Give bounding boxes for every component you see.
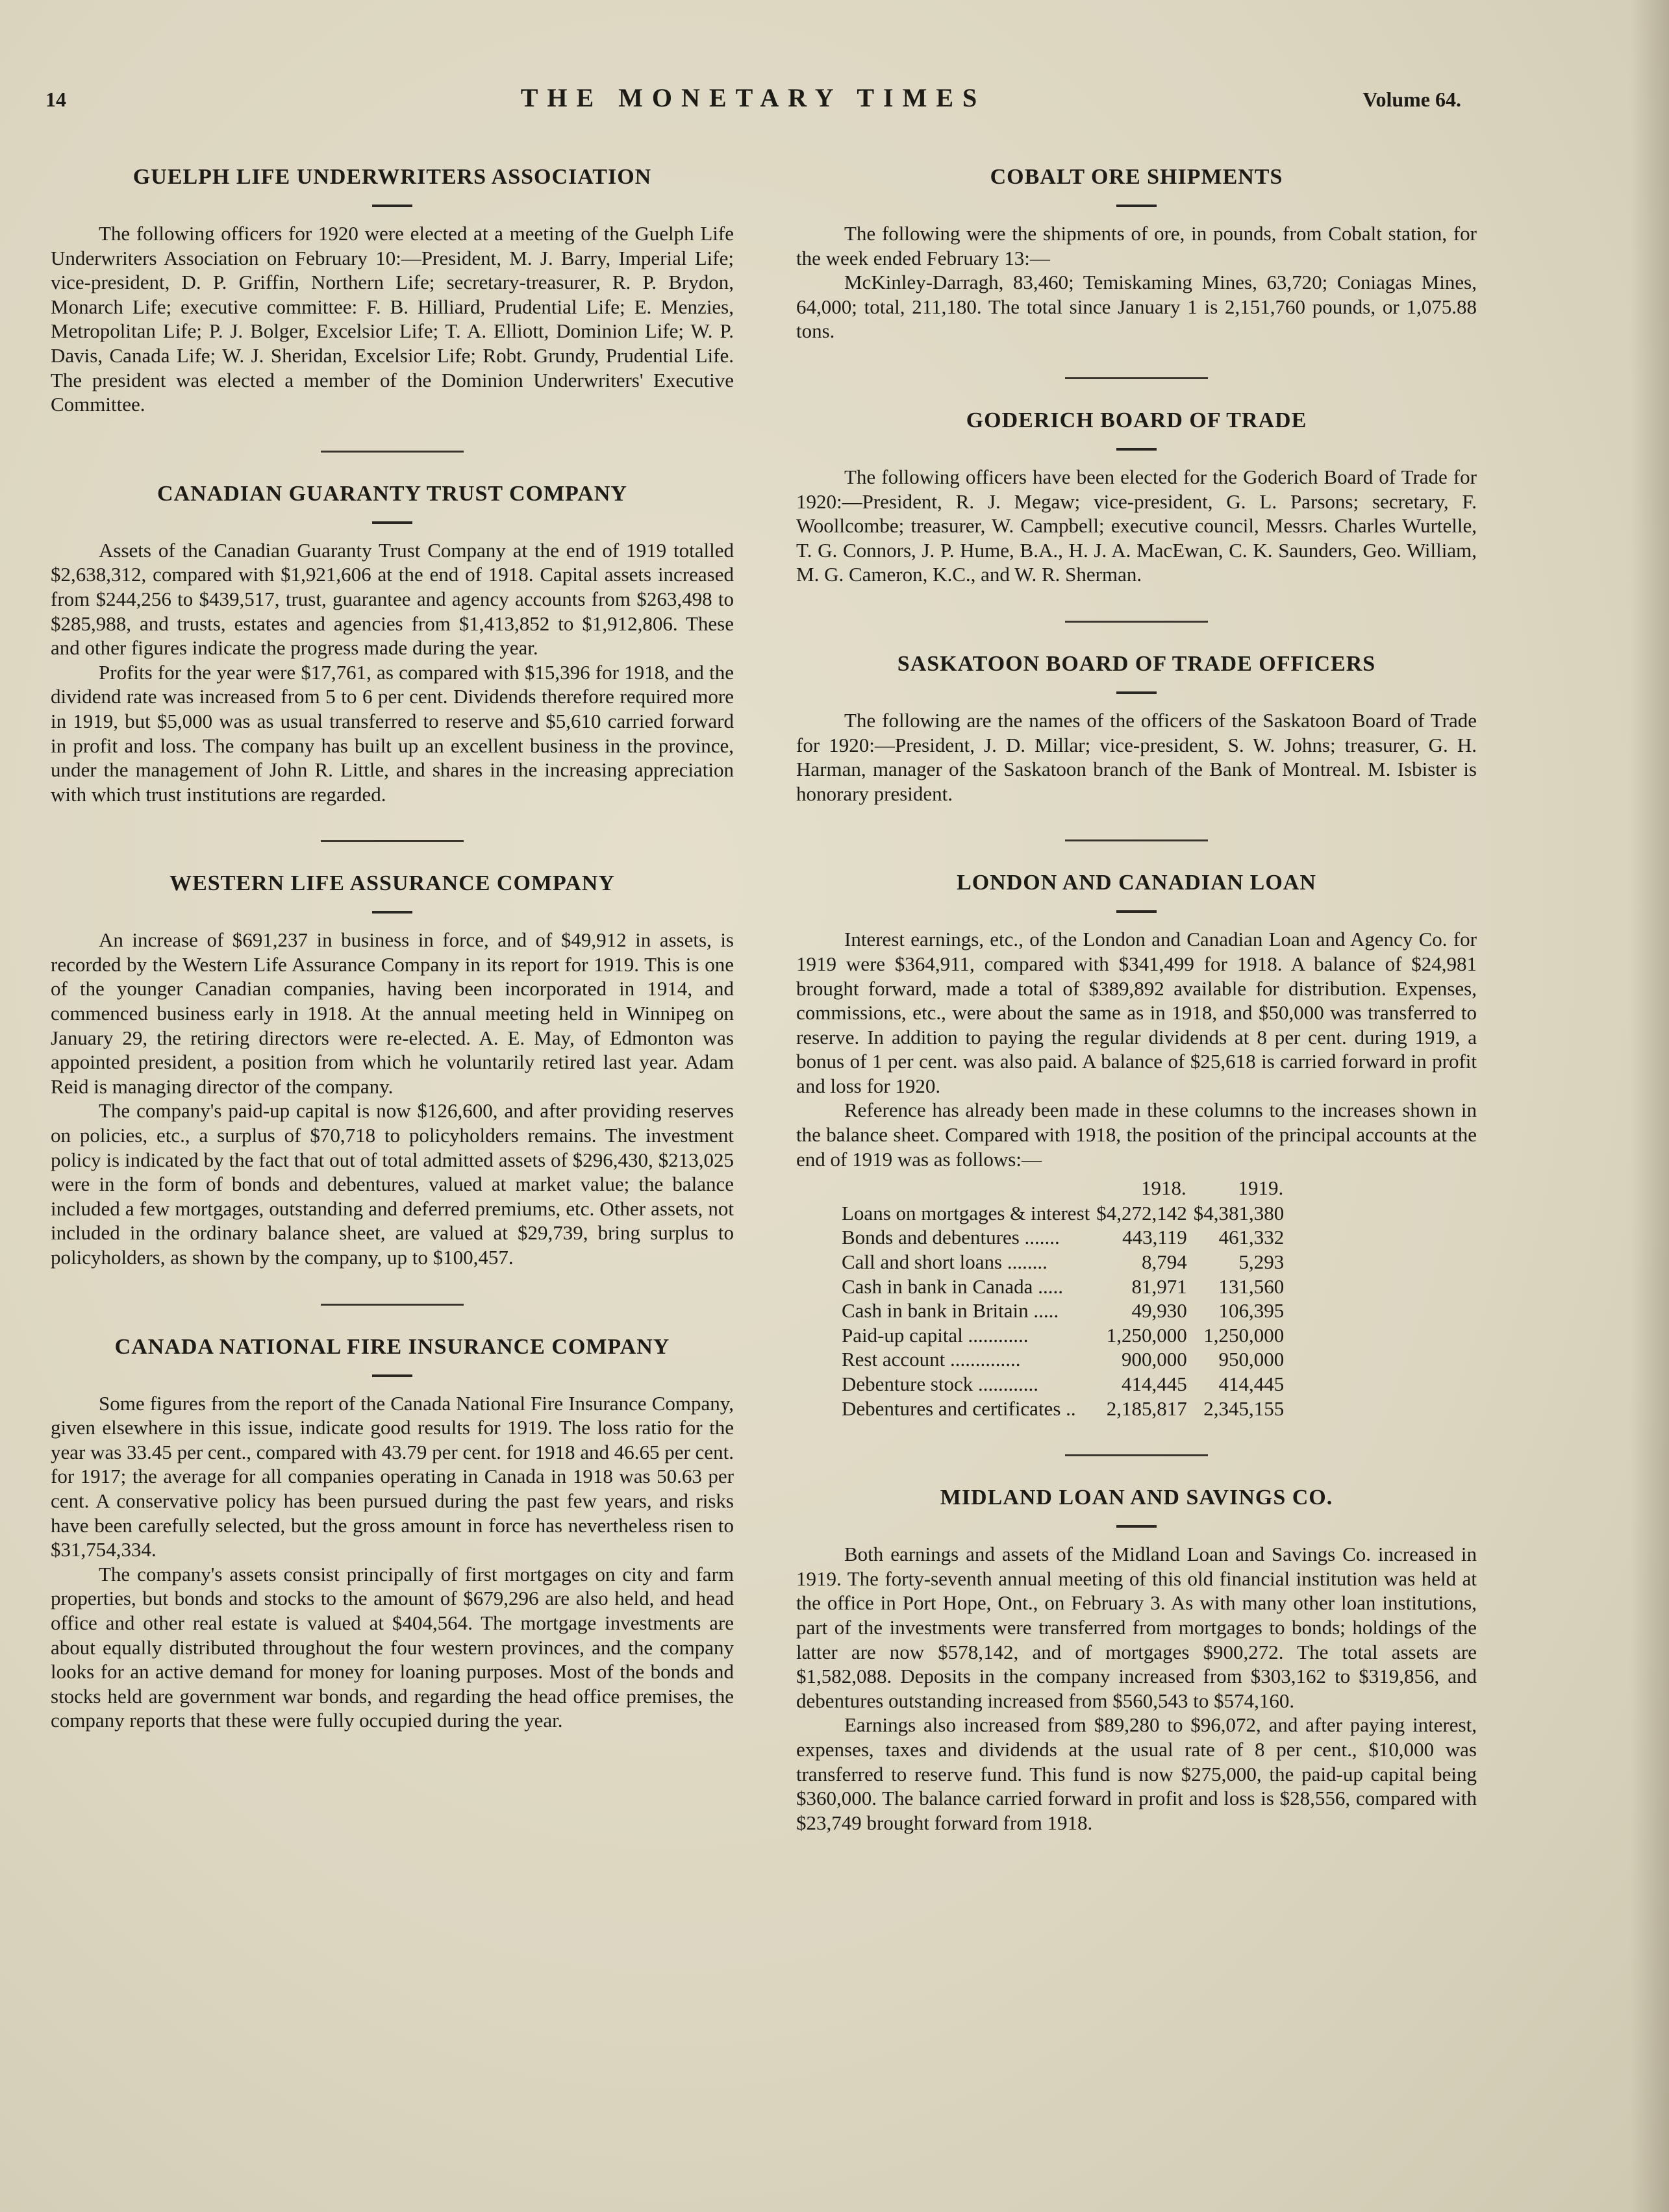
article-title: GODERICH BOARD OF TRADE [966,408,1307,432]
table-row [842,1347,1284,1372]
short-divider [372,205,412,207]
article-title: LONDON AND CANADIAN LOAN [957,871,1316,895]
article-title: GUELPH LIFE UNDERWRITERS ASSOCIATION [132,165,652,189]
row-label: Paid-up capital ............ [842,1323,1029,1347]
page-header [45,83,1461,127]
section-divider [1065,621,1208,623]
article-paragraph: Reference has already been made in these columns to the increases shown in the balance sheet. Compared with 1918, the position of the principal accounts at the end of 1919 was as follows:— [796,1099,1477,1171]
row-label: Loans on mortgages & interest [842,1201,1090,1224]
article-paragraph: Profits for the year were $17,761, as compared with $15,396 for 1918, and the dividend rate was increased from 5 to 6 per cent. Dividends therefore required more in 1919, but $5,000 was as usual transferred to reserve and $5,610 carried forward in profit and loss. The company has built up an excellent business in the province, under the management of John R. Little, and shares in the increasing appreciation with which trust institutions are regarded. [51,660,734,806]
table-row [842,1323,1284,1348]
left-column [51,159,734,1733]
short-divider [1116,910,1157,913]
value-1919: $4,381,380 [1193,1201,1285,1224]
article-cobalt [796,159,1477,343]
article-western [51,865,734,1269]
row-label: Call and short loans ........ [842,1250,1048,1274]
short-divider [1116,691,1157,694]
value-1919: 414,445 [1218,1373,1285,1395]
value-1919: 131,560 [1218,1274,1285,1298]
article-title: CANADIAN GUARANTY TRUST COMPANY [157,481,627,506]
row-label: Debenture stock ............ [842,1373,1039,1395]
column-header: 1918. [1141,1176,1186,1200]
article-paragraph: McKinley-Darragh, 83,460; Temiskaming Mines, 63,720; Coniagas Mines, 64,000; total, 211,180. The total since January 1 is 2,151,760 pounds, or 1,075.88 tons. [796,271,1477,343]
value-1919: 1,250,000 [1203,1323,1285,1347]
article-paragraph: The following officers have been elected for the Goderich Board of Trade for 1920:—President, R. J. Megaw; vice-president, G. L. Parsons; secretary, F. Woollcombe; treasurer, W. Campbell; executive council, Messrs. Charles Wurtelle, T. G. Connors, J. P. Hume, B.A., H. J. A. MacEwan, C. K. Saunders, Geo. William, M. G. Cameron, K.C., and W. R. Sherman. [796,465,1477,586]
table-row [842,1372,1284,1397]
short-divider [372,521,412,524]
article-paragraph: The company's assets consist principally of first mortgages on city and farm properties, but bonds and stocks to the amount of $679,296 are also held, and head office and other real estate is valued at $404,564. The mortgage investments are about equally distributed throughout the four western provinces, and the company looks for an active demand for money for loaning purposes. Most of the bonds and stocks held are government war bonds, and regarding the head office premises, the company reports that these were fully occupied during the year. [51,1562,734,1732]
value-1918: 81,971 [1131,1274,1187,1298]
publication-title: THE MONETARY TIMES [520,83,986,112]
row-label: Bonds and debentures ....... [842,1226,1060,1249]
short-divider [1116,1525,1157,1528]
volume-label: Volume 64. [1362,88,1461,111]
article-title: CANADA NATIONAL FIRE INSURANCE COMPANY [114,1334,670,1359]
value-1919: 461,332 [1218,1226,1285,1249]
section-divider [321,451,464,453]
article-paragraph: Both earnings and assets of the Midland Loan and Savings Co. increased in 1919. The forty-seventh annual meeting of this old financial institution was held at the office in Port Hope, Ont., on February 3. As with many other loan institutions, part of the investments were transferred from mortgages to bonds; holdings of the latter are now $578,142, and of mortgages $900,272. The total assets are $1,582,088. Deposits in the company increased from $303,162 to $319,856, and debentures outstanding increased from $560,543 to $574,160. [796,1543,1477,1712]
balance-table [842,1175,1284,1421]
article-saskatoon [796,646,1477,806]
value-1918: 414,445 [1122,1373,1187,1395]
table-row [842,1397,1284,1421]
value-1919: 950,000 [1218,1348,1285,1371]
table-row [842,1225,1284,1250]
row-label: Cash in bank in Britain ..... [842,1299,1059,1323]
value-1918: 900,000 [1122,1348,1187,1371]
article-paragraph: The following were the shipments of ore, in pounds, from Cobalt station, for the week ended February 13:— [796,222,1477,269]
value-1918: 443,119 [1122,1226,1187,1249]
short-divider [1116,205,1157,207]
article-paragraph: The company's paid-up capital is now $126,600, and after providing reserves on policies, etc., a surplus of $70,718 to policyholders remains. The investment policy is indicated by the fact that out of total admitted assets of $296,430, $213,025 were in the form of bonds and debentures, valued at market value; the balance included a few mortgages, outstanding and deferred premiums, etc. Other assets, not included in the ordinary balance sheet, are valued at $29,739, bring surplus to policyholders, as shown by the company, up to $100,457. [51,1099,734,1269]
page-edge-shadow [1630,0,1669,2212]
row-label: Debentures and certificates .. [842,1397,1076,1420]
row-label: Cash in bank in Canada ..... [842,1274,1063,1298]
section-divider [1065,377,1208,379]
value-1918: $4,272,142 [1096,1201,1187,1224]
section-divider [1065,839,1208,841]
table-row [842,1299,1284,1323]
column-header: 1919. [1238,1176,1284,1200]
section-divider [321,1304,464,1306]
page-number: 14 [45,88,66,111]
article-midland [796,1480,1477,1835]
section-divider [1065,1454,1208,1456]
value-1919: 5,293 [1238,1250,1285,1274]
table-header-row [842,1175,1284,1201]
article-title: COBALT ORE SHIPMENTS [990,165,1283,189]
value-1918: 1,250,000 [1106,1323,1187,1347]
value-1919: 2,345,155 [1203,1397,1285,1420]
article-paragraph: Earnings also increased from $89,280 to $96,072, and after paying interest, expenses, taxes and dividends at the usual rate of 8 per cent., $10,000 was transferred to reserve fund. This fund is now $275,000, the paid-up capital being $360,000. The balance carried forward in profit and loss is $28,556, compared with $23,749 brought forward from 1918. [796,1713,1477,1834]
article-paragraph: The following are the names of the officers of the Saskatoon Board of Trade for 1920:—President, J. D. Millar; vice-president, S. W. Johns; treasurer, G. H. Harman, manager of the Saskatoon branch of the Bank of Montreal. M. Isbister is honorary president. [796,708,1477,805]
article-title: WESTERN LIFE ASSURANCE COMPANY [169,871,615,896]
article-london [796,865,1477,1421]
value-1918: 2,185,817 [1106,1397,1187,1420]
article-paragraph: Some figures from the report of the Canada National Fire Insurance Company, given elsewhere in this issue, indicate good results for 1919. The loss ratio for the year was 33.45 per cent., compared with 43.79 per cent. for 1918 and 46.65 per cent. for 1917; the average for all companies operating in Canada in 1918 was 50.63 per cent. A conservative policy has been pursued during the past few years, and risks have been carefully selected, but the gross amount in force has nevertheless risen to $31,754,334. [51,1391,734,1561]
article-title: SASKATOON BOARD OF TRADE OFFICERS [897,651,1376,676]
table-row [842,1201,1284,1226]
value-1918: 49,930 [1131,1299,1187,1323]
right-column [796,159,1477,1835]
article-guaranty [51,476,734,807]
article-paragraph: The following officers for 1920 were elected at a meeting of the Guelph Life Underwriters Association on February 10:—President, M. J. Barry, Imperial Life; vice-president, D. P. Griffin, Northern Life; secretary-treasurer, R. P. Brydon, Monarch Life; executive committee: F. B. Hilliard, Prudential Life; E. Menzies, Metropolitan Life; P. J. Bolger, Excelsior Life; T. A. Elliott, Dominion Life; W. P. Davis, Canada Life; W. J. Sheridan, Excelsior Life; Robt. Grundy, Prudential Life. The president was elected a member of the Dominion Underwriters' Executive Committee. [51,222,734,416]
article-paragraph: Interest earnings, etc., of the London and Canadian Loan and Agency Co. for 1919 were $364,911, compared with $341,499 for 1918. A balance of $24,981 brought forward, made a total of $389,892 available for distribution. Expenses, commissions, etc., were about the same as in 1918, and $50,000 was transferred to reserve. In addition to paying the regular dividends at 8 per cent. during 1919, a bonus of 1 per cent. was also paid. A balance of $25,618 is carried forward in profit and loss for 1920. [796,928,1477,1097]
article-paragraph: Assets of the Canadian Guaranty Trust Company at the end of 1919 totalled $2,638,312, compared with $1,921,606 at the end of 1918. Capital assets increased from $244,256 to $439,517, trust, guarantee and agency accounts from $263,498 to $285,988, and trusts, estates and agencies from $1,413,852 to $1,912,806. These and other figures indicate the progress made during the year. [51,538,734,660]
short-divider [1116,448,1157,451]
section-divider [321,840,464,842]
value-1918: 8,794 [1142,1250,1187,1274]
article-goderich [796,403,1477,587]
table-row [842,1250,1284,1274]
short-divider [372,911,412,913]
article-paragraph: An increase of $691,237 in business in force, and of $49,912 in assets, is recorded by the Western Life Assurance Company in its report for 1919. This is one of the younger Canadian companies, having been incorporated in 1914, and commenced business early in 1918. At the annual meeting held in Winnipeg on January 29, the retiring directors were re-elected. A. E. May, of Edmonton was appointed president, a position from which he voluntarily retired last year. Adam Reid is managing director of the company. [51,928,734,1098]
article-guelph [51,159,734,417]
value-1919: 106,395 [1218,1299,1285,1323]
article-title: MIDLAND LOAN AND SAVINGS CO. [940,1485,1333,1510]
row-label: Rest account .............. [842,1348,1021,1371]
short-divider [372,1374,412,1377]
table-row [842,1274,1284,1299]
article-national [51,1329,734,1733]
